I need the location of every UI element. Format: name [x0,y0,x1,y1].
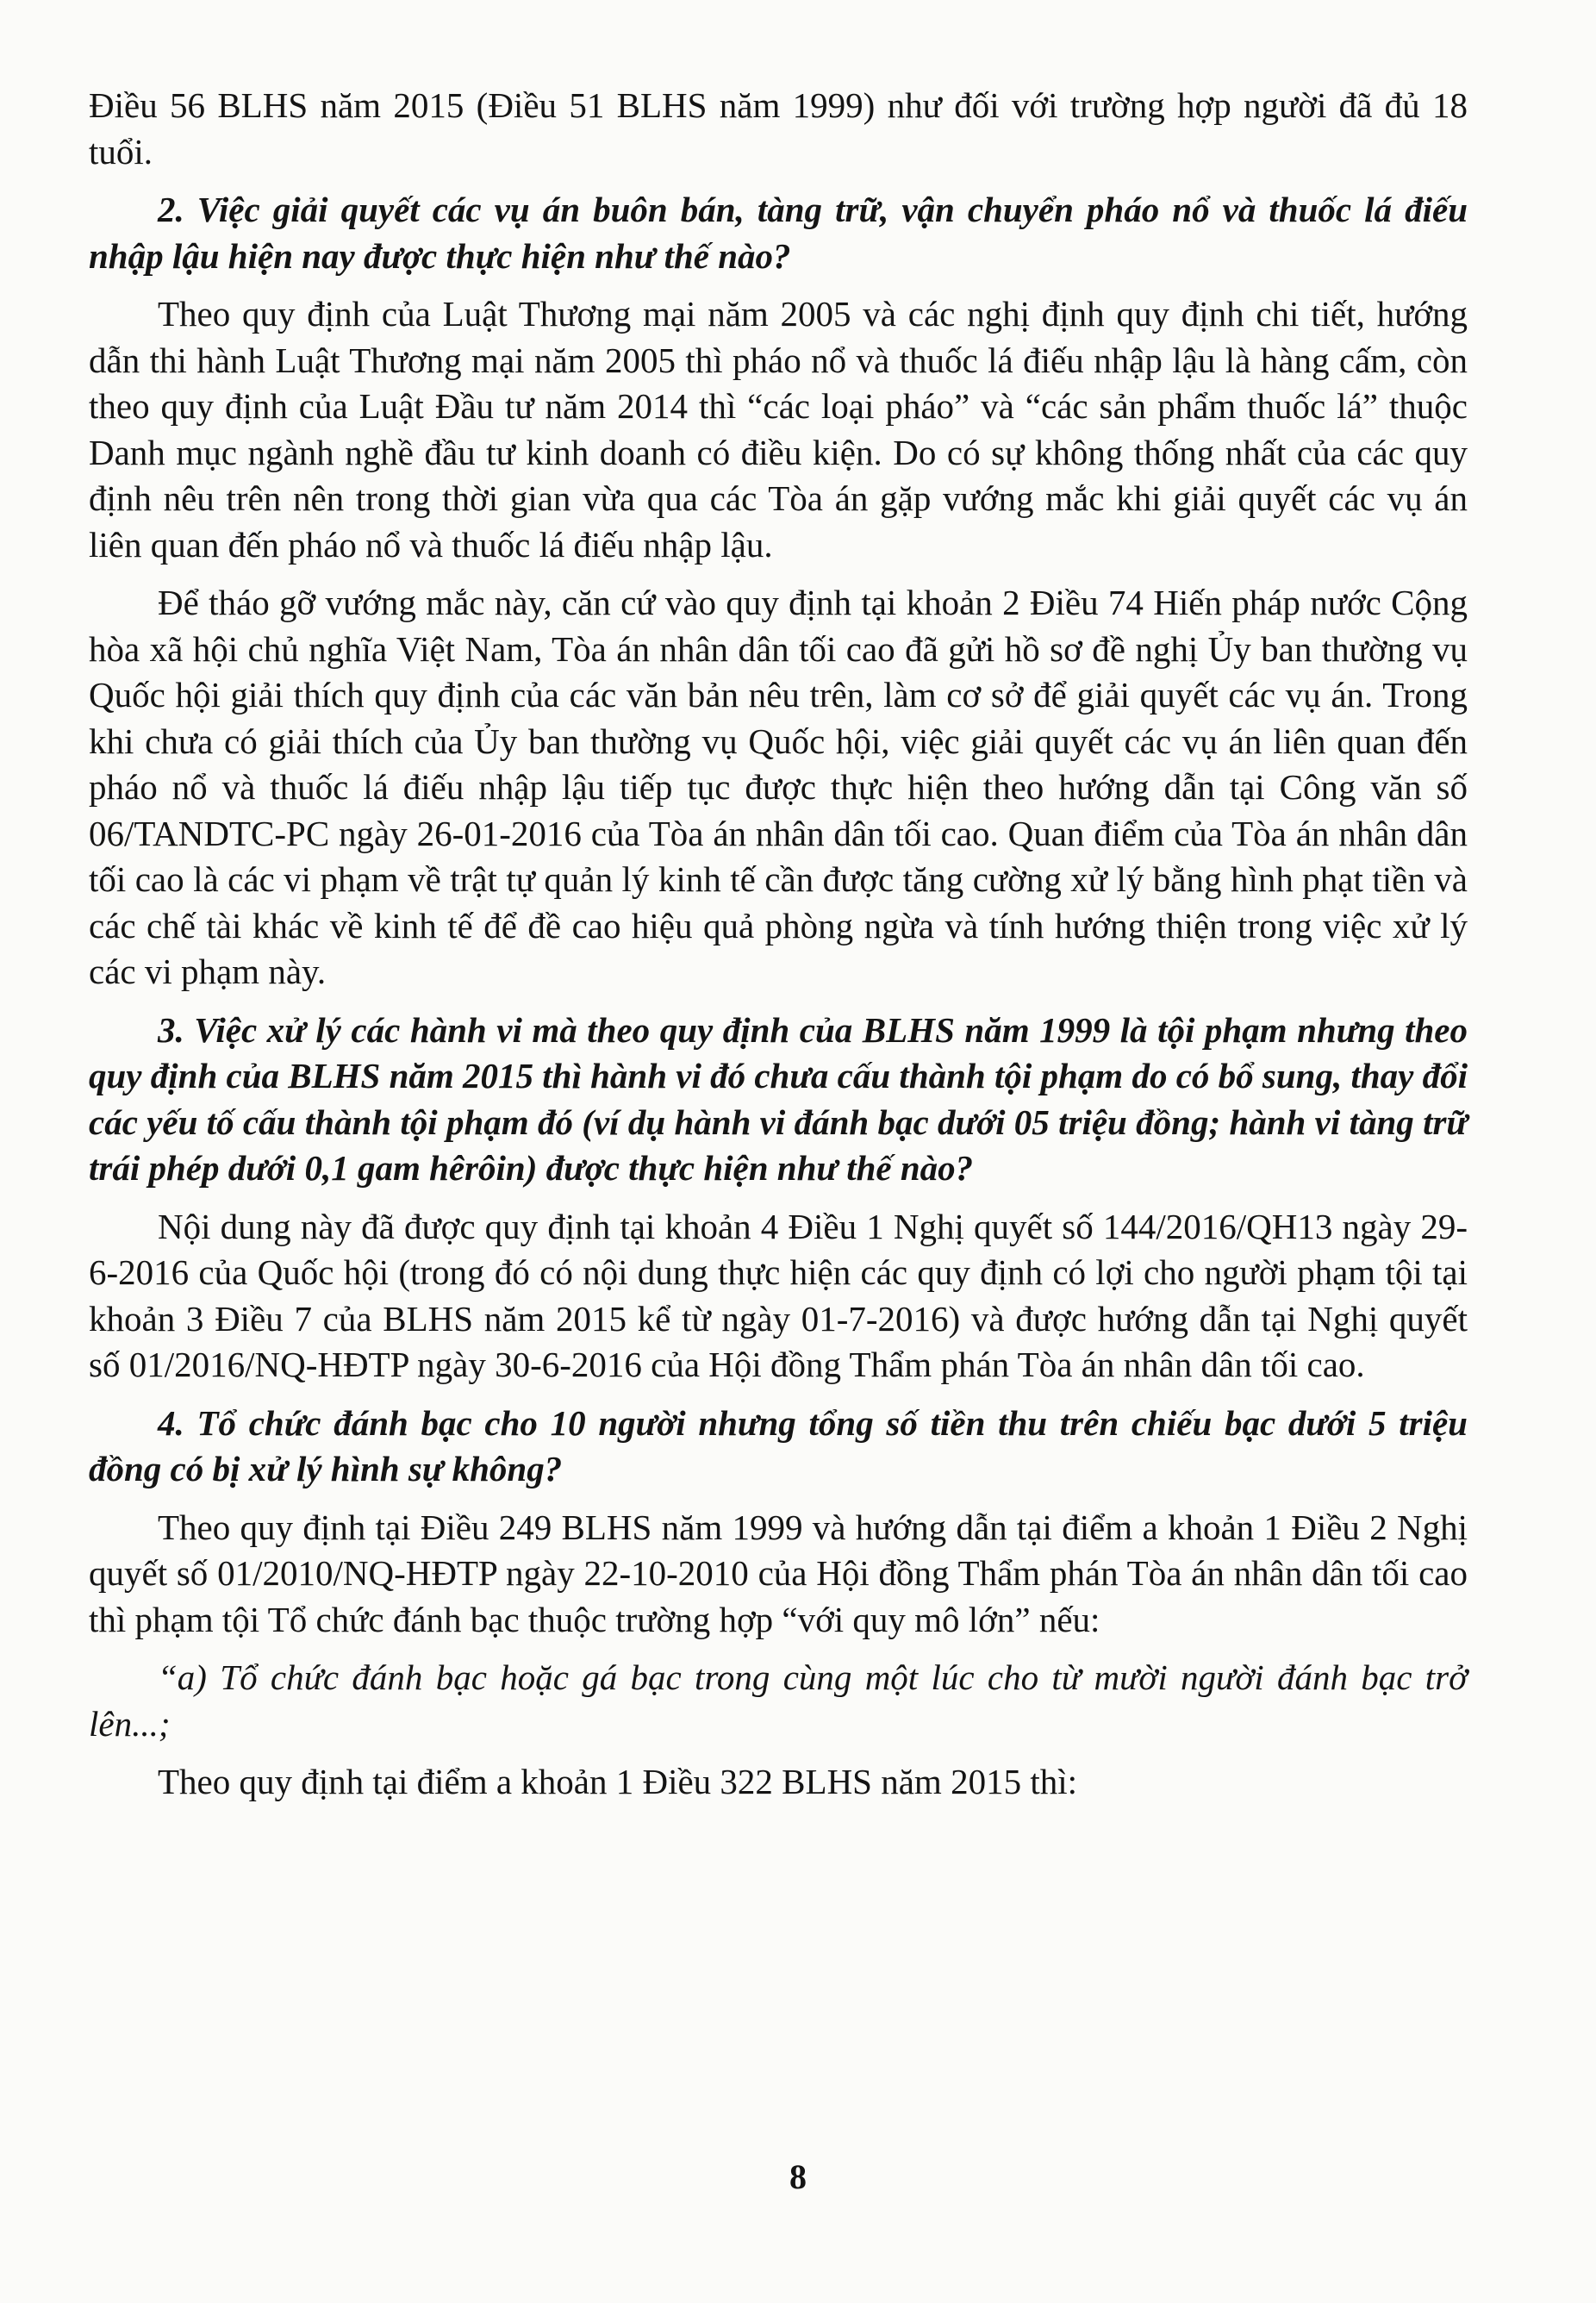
paragraph: Theo quy định của Luật Thương mại năm 2005 và các nghị định quy định chi tiết, hướng dẫn thi hành Luật Thương mại năm 2005 thì pháo nổ và thuốc lá điếu nhập lậu là hàng cấm, còn theo quy định của Luật Đầu tư năm 2014 thì “các loại pháo” và “các sản phẩm thuốc lá” thuộc Danh mục ngành nghề đầu tư kinh doanh có điều kiện. Do có sự không thống nhất của các quy định nêu trên nên trong thời gian vừa qua các Tòa án gặp vướng mắc khi giải quyết các vụ án liên quan đến pháo nổ và thuốc lá điếu nhập lậu. [89,294,1468,565]
question-heading: 2. Việc giải quyết các vụ án buôn bán, tàng trữ, vận chuyển pháo nổ và thuốc lá điếu nhập lậu hiện nay được thực hiện như thế nào? [89,190,1468,276]
paragraph: Điều 56 BLHS năm 2015 (Điều 51 BLHS năm 1999) như đối với trường hợp người đã đủ 18 tuổi. [89,85,1468,172]
question-heading: 4. Tổ chức đánh bạc cho 10 người nhưng tổng số tiền thu trên chiếu bạc dưới 5 triệu đồng có bị xử lý hình sự không? [89,1402,1468,1489]
quoted-paragraph: “a) Tổ chức đánh bạc hoặc gá bạc trong cùng một lúc cho từ mười người đánh bạc trở lên...; [89,1657,1468,1744]
document-body [89,83,1468,1818]
paragraph: Theo quy định tại Điều 249 BLHS năm 1999 và hướng dẫn tại điểm a khoản 1 Điều 2 Nghị quyết số 01/2010/NQ-HĐTP ngày 22-10-2010 của Hội đồng Thẩm phán Tòa án nhân dân tối cao thì phạm tội Tổ chức đánh bạc thuộc trường hợp “với quy mô lớn” nếu: [89,1507,1468,1639]
page-number: 8 [789,2157,807,2196]
paragraph: Theo quy định tại điểm a khoản 1 Điều 322 BLHS năm 2015 thì: [158,1762,1078,1801]
paragraph: Để tháo gỡ vướng mắc này, căn cứ vào quy định tại khoản 2 Điều 74 Hiến pháp nước Cộng hòa xã hội chủ nghĩa Việt Nam, Tòa án nhân dân tối cao đã gửi hồ sơ đề nghị Ủy ban thường vụ Quốc hội giải thích quy định của các văn bản nêu trên, làm cơ sở để giải quyết các vụ án. Trong khi chưa có giải thích của Ủy ban thường vụ Quốc hội, việc giải quyết các vụ án liên quan đến pháo nổ và thuốc lá điếu nhập lậu tiếp tục được thực hiện theo hướng dẫn tại Công văn số 06/TANDTC-PC ngày 26-01-2016 của Tòa án nhân dân tối cao. Quan điểm của Tòa án nhân dân tối cao là các vi phạm về trật tự quản lý kinh tế cần được tăng cường xử lý bằng hình phạt tiền và các chế tài khác về kinh tế để đề cao hiệu quả phòng ngừa và tính hướng thiện trong việc xử lý các vi phạm này. [89,583,1468,991]
paragraph: Nội dung này đã được quy định tại khoản 4 Điều 1 Nghị quyết số 144/2016/QH13 ngày 29-6-2016 của Quốc hội (trong đó có nội dung thực hiện các quy định có lợi cho người phạm tội tại khoản 3 Điều 7 của BLHS năm 2015 kể từ ngày 01-7-2016) và được hướng dẫn tại Nghị quyết số 01/2016/NQ-HĐTP ngày 30-6-2016 của Hội đồng Thẩm phán Tòa án nhân dân tối cao. [89,1206,1468,1384]
question-heading: 3. Việc xử lý các hành vi mà theo quy định của BLHS năm 1999 là tội phạm nhưng theo quy định của BLHS năm 2015 thì hành vi đó chưa cấu thành tội phạm do có bổ sung, thay đổi các yếu tố cấu thành tội phạm đó (ví dụ hành vi đánh bạc dưới 05 triệu đồng; hành vi tàng trữ trái phép dưới 0,1 gam hêrôin) được thực hiện như thế nào? [89,1009,1468,1188]
